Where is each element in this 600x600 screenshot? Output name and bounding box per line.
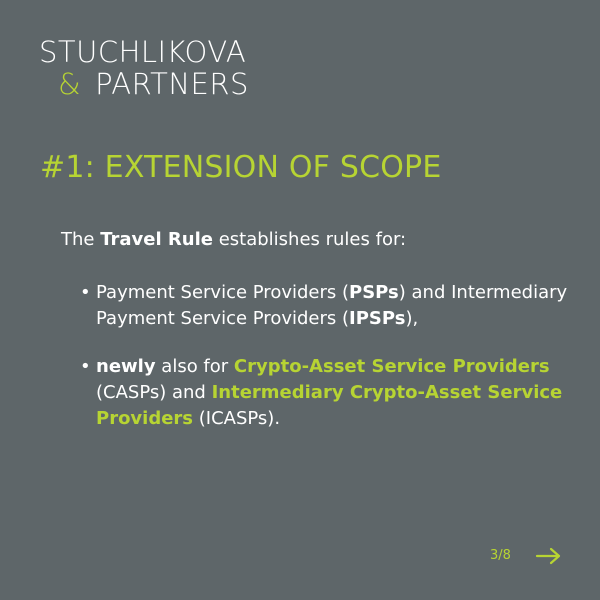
bullet-dot-icon: • [80, 356, 91, 377]
intro-after: establishes rules for: [212, 229, 407, 250]
bullet-bold: IPSPs [349, 308, 406, 329]
bullet-highlight: Intermediary Crypto-Asset Service Providers [96, 382, 563, 429]
arrow-right-icon[interactable] [535, 546, 563, 566]
bullet-text: ), [405, 308, 419, 329]
list-item [80, 280, 580, 332]
logo-line-1: STUCHLIKOVA [39, 35, 247, 69]
logo-partners: PARTNERS [95, 67, 249, 101]
page-title: #1: EXTENSION OF SCOPE [40, 150, 442, 185]
bullet-text: Payment Service Providers ( [96, 282, 350, 303]
bullet-dot-icon: • [80, 282, 91, 303]
logo-ampersand: & [58, 67, 82, 101]
bullet-bold: newly [96, 356, 156, 377]
bullet-text: (CASPs) and [96, 382, 212, 403]
scope-list [80, 280, 580, 432]
bullet-bold: PSPs [349, 282, 399, 303]
brand-logo [39, 36, 249, 100]
intro-before: The [61, 229, 101, 250]
bullet-highlight: Crypto-Asset Service Providers [233, 356, 550, 377]
intro-bold: Travel Rule [100, 229, 213, 250]
intro-text [61, 226, 581, 254]
logo-line-2 [39, 68, 249, 100]
page-indicator: 3/8 [490, 548, 511, 563]
list-item [80, 354, 580, 432]
bullet-text: (ICASPs). [193, 408, 281, 429]
bullet-text: ) and Intermediary Payment Service Providers ( [96, 282, 568, 329]
bullet-text: also for [155, 356, 234, 377]
